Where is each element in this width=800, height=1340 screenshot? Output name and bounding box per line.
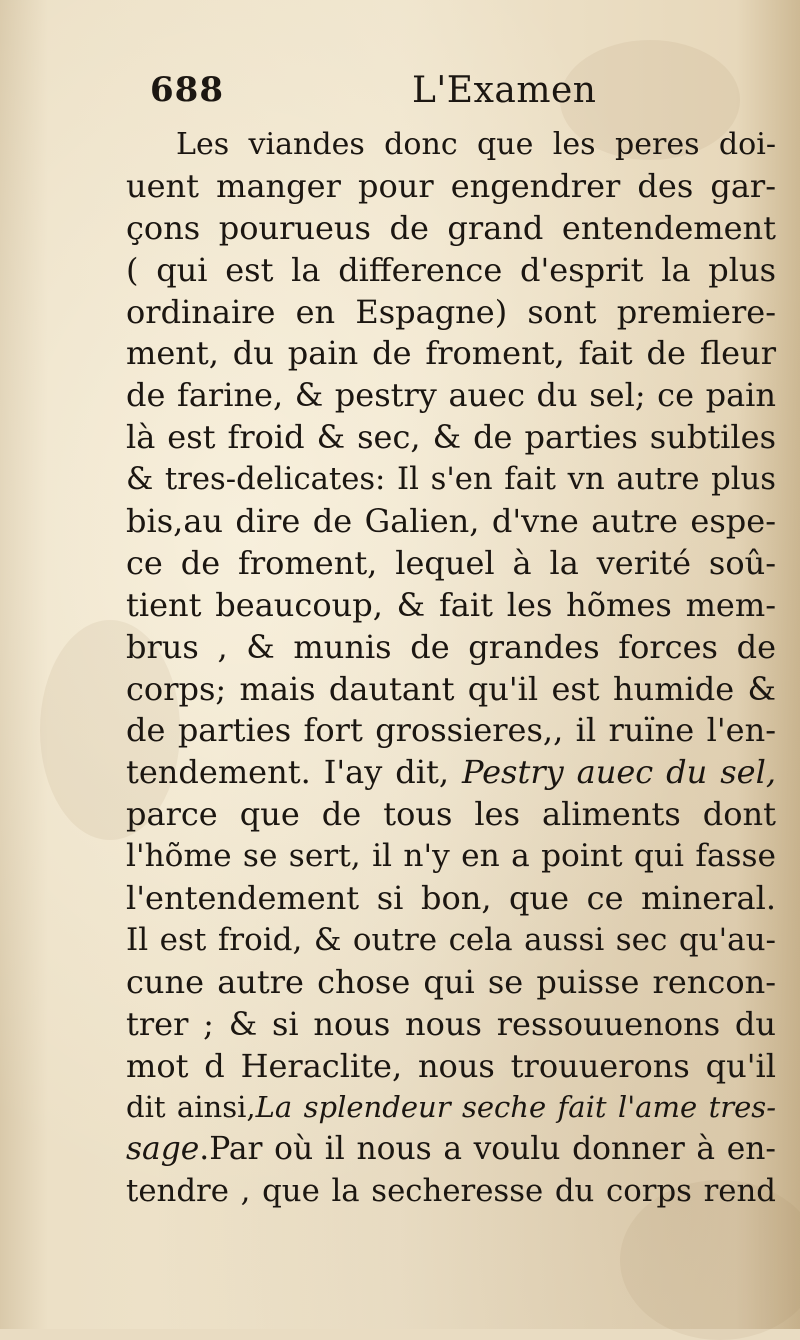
text-line	[126, 794, 776, 836]
italic-text: Pestry auec du sel,	[462, 753, 776, 792]
text-run: de farine, & pestry auec du sel; ce pain	[126, 376, 776, 415]
text-run: ordinaire en Espagne) sont premiere-	[126, 292, 776, 331]
text-run: brus , & munis de grandes forces de	[126, 627, 776, 666]
text-line	[126, 752, 776, 794]
text-line	[126, 250, 776, 292]
text-line	[126, 920, 776, 962]
text-line	[126, 375, 776, 417]
text-line	[126, 124, 776, 166]
text-run: corps; mais dautant qu'il est humide &	[126, 669, 776, 708]
text-run: bis,au dire de Galien, d'vne autre espe-	[126, 502, 776, 541]
text-run: Il est froid, & outre cela aussi sec qu'au-	[126, 921, 776, 958]
text-run: tient beaucoup, & fait les hõmes mem-	[126, 585, 776, 624]
italic-text: sage	[126, 1131, 200, 1168]
text-line	[126, 1171, 776, 1213]
text-run: & tres-delicates: Il s'en fait vn autre plus	[126, 462, 776, 498]
text-run: .Par où il nous a voulu donner à en-	[199, 1131, 776, 1168]
text-run: ce de froment, lequel à la verité soû-	[126, 543, 776, 582]
text-run: tendement. I'ay dit,	[126, 753, 462, 792]
text-line	[126, 543, 776, 585]
text-run: ment, du pain de froment, fait de fleur	[126, 334, 776, 373]
text-run: trer ; & si nous nous ressouuenons du	[126, 1004, 776, 1043]
text-line	[126, 878, 776, 920]
page-header	[150, 70, 710, 120]
body-text	[126, 124, 776, 1213]
text-run: mot d Heraclite, nous trouuerons qu'il	[126, 1046, 776, 1085]
text-run: l'entendement si bon, que ce mineral.	[126, 879, 776, 918]
text-line	[126, 669, 776, 711]
text-run: ( qui est la difference d'esprit la plus	[126, 250, 776, 289]
text-line	[126, 585, 776, 627]
text-run: tendre , que la secheresse du corps rend	[126, 1173, 776, 1210]
text-run: çons pourueus de grand entendement	[126, 208, 776, 247]
text-line	[126, 836, 776, 878]
text-line	[126, 1004, 776, 1046]
text-line	[126, 417, 776, 459]
text-run: dit ainsi,	[126, 1090, 256, 1125]
text-run: là est froid & sec, & de parties subtiles	[126, 418, 776, 457]
text-line	[126, 292, 776, 334]
text-line	[126, 1129, 776, 1171]
text-line	[126, 208, 776, 250]
text-run: parce que de tous les aliments dont	[126, 795, 776, 834]
text-line	[126, 1087, 776, 1129]
text-line	[126, 627, 776, 669]
text-line	[126, 962, 776, 1004]
text-run: Les viandes donc que les peres doi-	[176, 127, 776, 162]
text-run: uent manger pour engendrer des gar-	[126, 166, 776, 205]
page-number: 688	[150, 70, 224, 110]
text-line	[126, 333, 776, 375]
text-line	[126, 459, 776, 501]
text-run: l'hõme se sert, il n'y en a point qui fasse	[126, 838, 776, 875]
italic-text: La splendeur seche fait l'ame tres-	[255, 1090, 777, 1125]
text-run: de parties fort grossieres,, il ruïne l'en-	[126, 711, 776, 750]
text-line	[126, 1046, 776, 1088]
text-line	[126, 501, 776, 543]
running-title: L'Examen	[412, 70, 597, 111]
text-line	[126, 710, 776, 752]
text-run: cune autre chose qui se puisse rencon-	[126, 962, 776, 1001]
text-line	[126, 166, 776, 208]
